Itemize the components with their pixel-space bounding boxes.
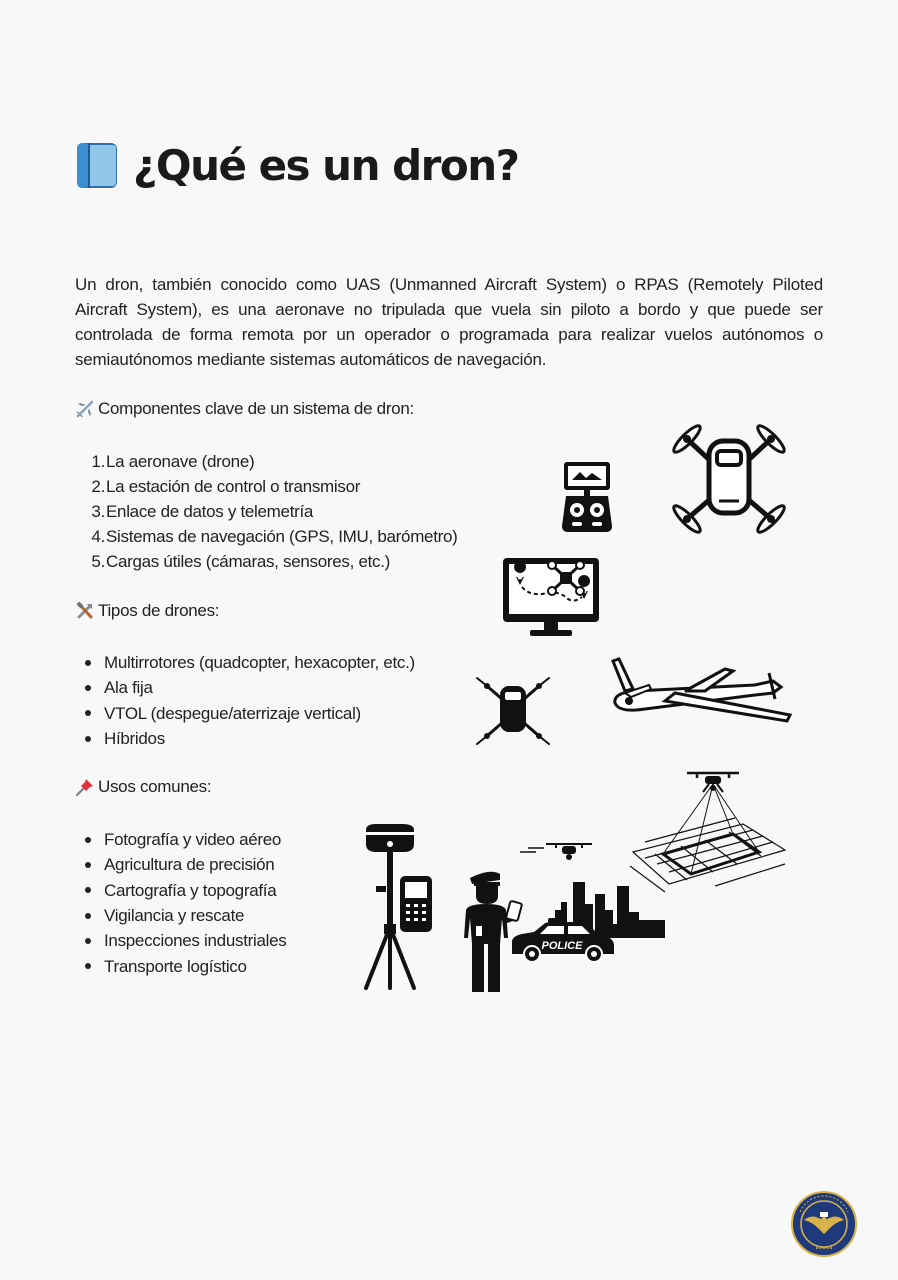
list-item: Multirrotores (quadcopter, hexacopter, etc.) (75, 650, 415, 675)
components-list (75, 449, 458, 574)
surveillance-drone-icon (518, 838, 596, 864)
list-item: Cartografía y topografía (75, 878, 286, 903)
list-item: 1. La aeronave (drone) (91, 452, 255, 471)
components-heading-text: Componentes clave de un sistema de dron: (98, 399, 414, 418)
list-item: Agricultura de precisión (75, 852, 286, 877)
tools-icon (75, 601, 95, 621)
list-item: Vigilancia y rescate (75, 903, 286, 928)
list-item: Ala fija (75, 675, 415, 700)
list-item: 2. La estación de control o transmisor (91, 477, 361, 496)
types-heading (75, 601, 219, 621)
school-seal-logo (790, 1190, 858, 1258)
quadcopter-icon (665, 415, 793, 543)
police-car-icon (508, 916, 618, 964)
components-heading (75, 399, 414, 419)
list-item: Inspecciones industriales (75, 928, 286, 953)
list-item: Fotografía y video aéreo (75, 827, 286, 852)
list-item: 3. Enlace de datos y telemetría (91, 502, 314, 521)
types-list (75, 650, 415, 751)
small-quadcopter-icon (473, 670, 553, 750)
pushpin-icon (75, 777, 95, 797)
types-heading-text: Tipos de drones: (98, 601, 220, 620)
list-item: 5. Cargas útiles (cámaras, sensores, etc.) (91, 552, 391, 571)
book-icon (75, 140, 121, 190)
fixed-wing-drone-icon (605, 655, 795, 727)
uses-heading-text: Usos comunes: (98, 777, 212, 796)
uses-heading (75, 777, 211, 797)
police-label: POLICE (541, 940, 583, 952)
title-text: ¿Qué es un dron? (133, 140, 519, 190)
list-item: Híbridos (75, 726, 415, 751)
gnss-tripod-icon (360, 822, 434, 992)
list-item: 4. Sistemas de navegación (GPS, IMU, barómetro) (91, 527, 458, 546)
list-item: Transporte logístico (75, 953, 286, 978)
intro-paragraph: Un dron, también conocido como UAS (Unmanned Aircraft System) o RPAS (Remotely Piloted Aircraft System), es una aeronave no tripulada que vuela sin piloto a bordo y que puede ser controlada de forma remota por un operador o programada para realizar vuelos autónomos o semiautónomos mediante sistemas automáticos de navegación. (75, 275, 823, 369)
remote-controller-icon (558, 460, 616, 534)
page-title (75, 140, 519, 190)
airplane-icon (75, 399, 95, 419)
list-item: VTOL (despegue/aterrizaje vertical) (75, 701, 415, 726)
uses-list (75, 827, 286, 979)
navigation-monitor-icon (500, 553, 602, 639)
